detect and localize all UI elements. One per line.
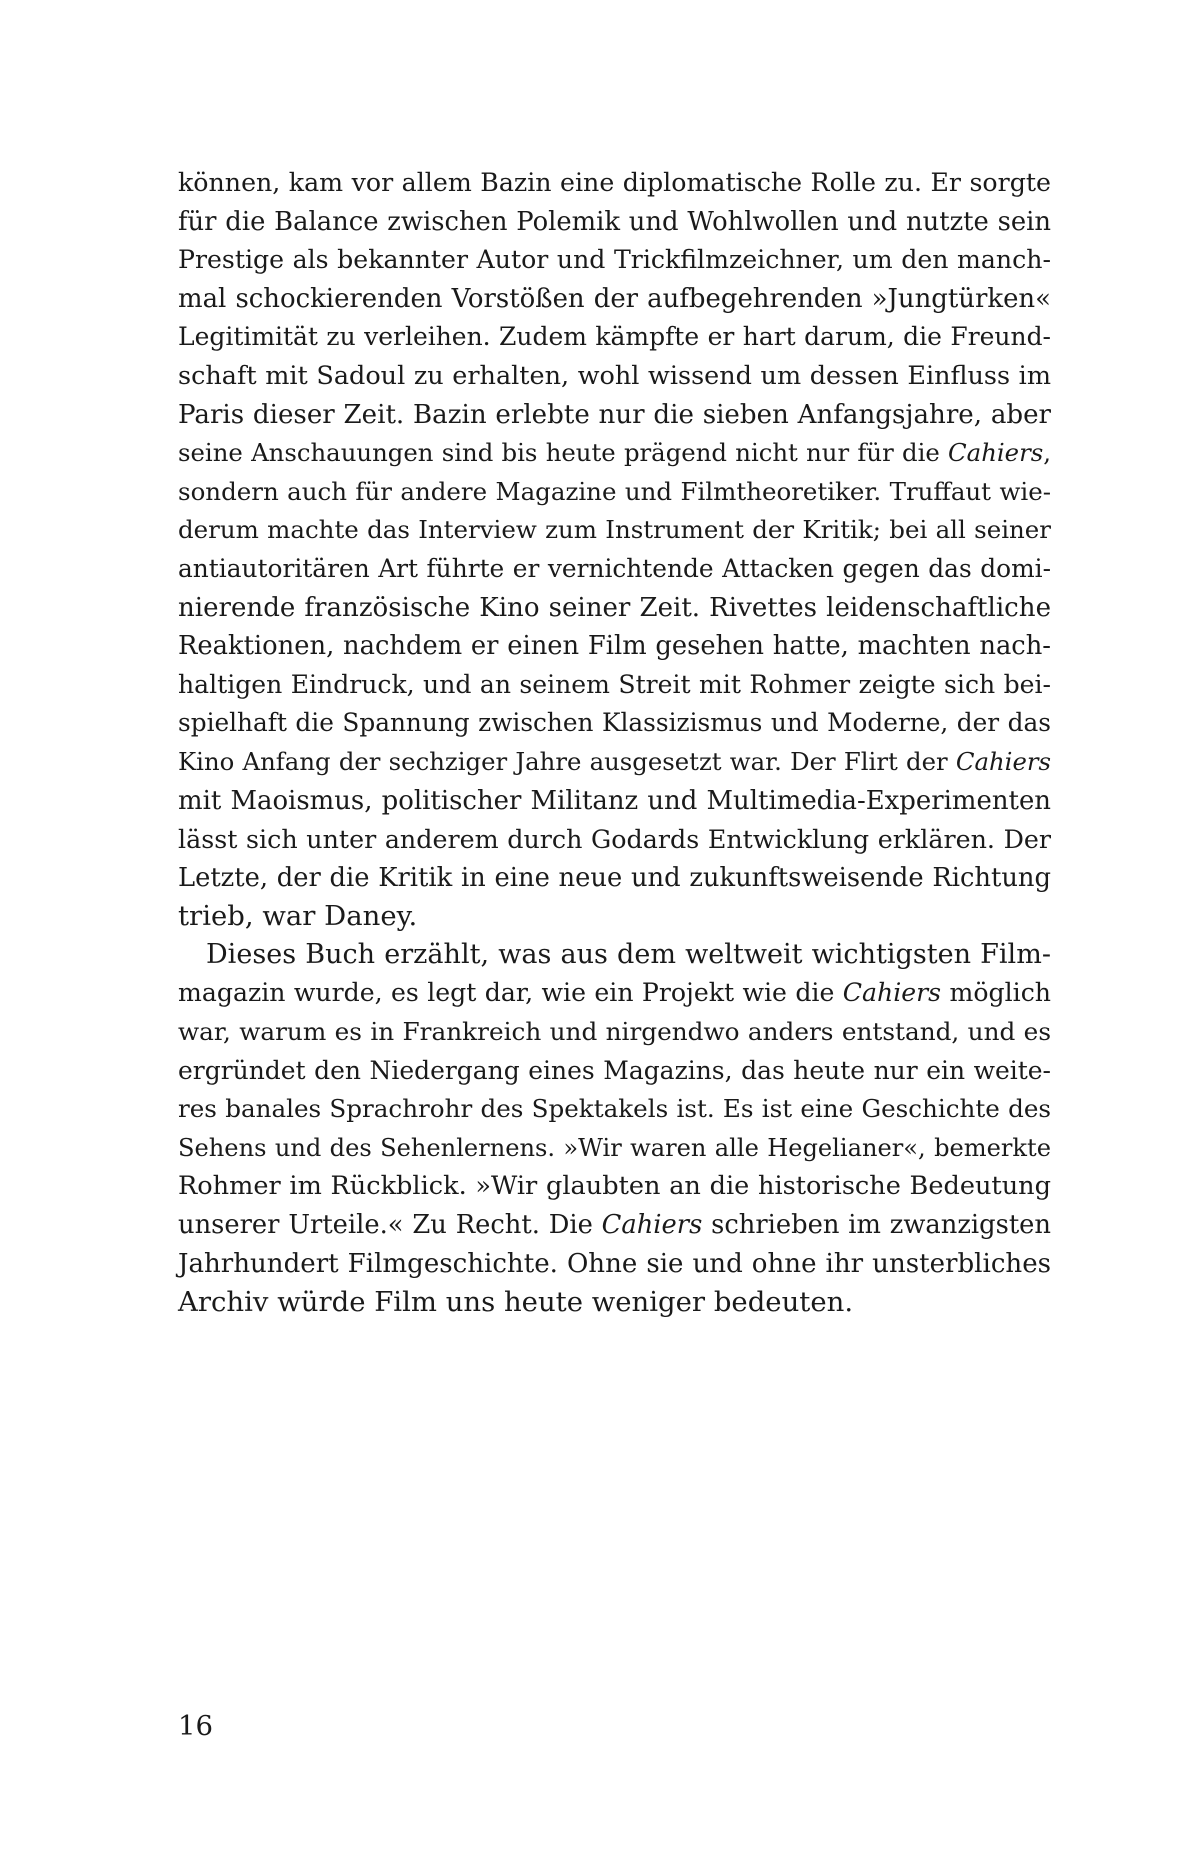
text-line: Dieses Buch erzählt, was aus dem weltweit wichtigsten Film- <box>206 938 1051 970</box>
italic-title: Cahiers <box>842 978 942 1008</box>
text-line: nierende französische Kino seiner Zeit. Rivettes leidenschaftliche <box>178 592 1051 623</box>
text-line: Archiv würde Film uns heute weniger bedeuten. <box>178 1286 854 1319</box>
text-line: derum machte das Interview zum Instrument der Kritik; bei all seiner <box>178 515 1051 545</box>
text-line: für die Balance zwischen Polemik und Wohlwollen und nutzte sein <box>178 206 1051 237</box>
text-run: unserer Urteile.« Zu Recht. Die <box>178 1210 602 1241</box>
text-line: Letzte, der die Kritik in eine neue und zukunftsweisende Richtung <box>178 862 1051 893</box>
text-run: magazin wurde, es legt dar, wie ein Projekt wie die <box>178 978 843 1008</box>
text-run: seine Anschauungen sind bis heute prägend nicht nur für die <box>178 438 949 468</box>
text-line: schaft mit Sadoul zu erhalten, wohl wissend um dessen Einfluss im <box>178 360 1051 391</box>
text-line: sondern auch für andere Magazine und Filmtheoretiker. Truffaut wie- <box>178 476 1051 506</box>
text-line <box>178 974 1051 1013</box>
body-text <box>178 164 1051 1322</box>
text-line: Prestige als bekannter Autor und Trickfilmzeichner, um den manch- <box>178 245 1051 275</box>
italic-title: Cahiers <box>601 1210 703 1241</box>
text-line: Jahrhundert Filmgeschichte. Ohne sie und ohne ihr unsterbliches <box>178 1248 1051 1279</box>
text-line <box>178 434 1051 473</box>
text-line: spielhaft die Spannung zwischen Klassizismus und Moderne, der das <box>178 708 1051 738</box>
text-run: , <box>1043 438 1051 468</box>
text-line: Rohmer im Rückblick. »Wir glaubten an die historische Bedeutung <box>178 1171 1051 1202</box>
text-line: haltigen Eindruck, und an seinem Streit mit Rohmer zeigte sich bei- <box>178 669 1051 699</box>
italic-title: Cahiers <box>955 746 1051 776</box>
text-line: Reaktionen, nachdem er einen Film gesehen hatte, machten nach- <box>178 631 1051 662</box>
text-run: Kino Anfang der sechziger Jahre ausgesetzt war. Der Flirt der <box>178 746 956 776</box>
page-number: 16 <box>178 1710 213 1742</box>
text-line: Paris dieser Zeit. Bazin erlebte nur die sieben Anfangsjahre, aber <box>178 399 1051 430</box>
text-line: mit Maoismus, politischer Militanz und Multimedia-Experimenten <box>178 785 1051 816</box>
text-line: Sehens und des Sehenlernens. »Wir waren alle Hegelianer«, bemerkte <box>178 1133 1051 1162</box>
text-run: möglich <box>941 978 1051 1008</box>
text-line: lässt sich unter anderem durch Godards Entwicklung erklären. Der <box>178 824 1051 855</box>
text-line: mal schockierenden Vorstößen der aufbegehrenden »Jungtürken« <box>178 283 1051 314</box>
text-line: war, warum es in Frankreich und nirgendwo anders entstand, und es <box>178 1017 1051 1047</box>
text-line: Legitimität zu verleihen. Zudem kämpfte er hart darum, die Freund- <box>178 322 1051 352</box>
text-line <box>178 743 1051 782</box>
paragraph <box>178 936 1051 1322</box>
paragraph <box>178 164 1051 936</box>
text-line: trieb, war Daney. <box>178 900 418 933</box>
italic-title: Cahiers <box>948 438 1044 468</box>
text-line: ergründet den Niedergang eines Magazins, das heute nur ein weite- <box>178 1055 1051 1085</box>
text-line: antiautoritären Art führte er vernichtende Attacken gegen das domi- <box>178 553 1051 583</box>
text-run: schrieben im zwanzigsten <box>702 1210 1051 1241</box>
text-line: res banales Sprachrohr des Spektakels ist. Es ist eine Geschichte des <box>178 1094 1051 1124</box>
text-line <box>178 1206 1051 1245</box>
text-line: können, kam vor allem Bazin eine diplomatische Rolle zu. Er sorgte <box>178 168 1051 197</box>
